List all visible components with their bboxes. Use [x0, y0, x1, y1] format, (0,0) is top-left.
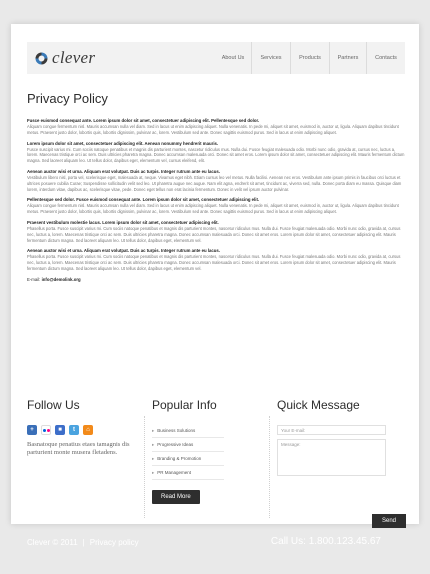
arrow-right-icon: ▸ — [152, 441, 155, 447]
list-item[interactable]: ▸ Progressive Ideas — [152, 438, 224, 452]
privacy-policy-link[interactable]: Privacy policy — [89, 538, 139, 547]
paragraph-body: Aliquam congue fermentum nisl. Mauris accumsan nulla vel diam. Sed in lacus ut enim adipiscing aliquet. Nulla venenatis. In pede mi, aliquet sit amet, euismod in, auctor ut, ligula. Aliquam dapibus tincidunt metus. Praesent justo dolor, lobortis quis, lobortis dignissim, pulvinar ac, lorem. Vestibulum sed ante. Donec sagittis euismod purus. Sed in lacus ut enim adipiscing aliquet. — [27, 124, 399, 135]
page-title: Privacy Policy — [27, 91, 108, 106]
delicious-icon[interactable]: ■ — [55, 425, 65, 435]
footer-separator: | — [82, 538, 85, 547]
email-label: E-mail: — [27, 276, 41, 282]
send-button[interactable]: Send — [372, 514, 406, 528]
list-item[interactable]: ▸ PR Management — [152, 466, 224, 480]
paragraph-body: Vestibulum libero nisl, porta vel, scelerisque eget, malesuada at, neque. Vivamus eget nibh. Etiam cursus leo vel metus. Nulla facilisi. Aenean nec eros. Vestibulum ante ipsum primis in faucibus orci luctus et ultrices posuere cubilia Curae; Suspendisse sollicitudin velit sed leo. Ut pharetra augue nec augue. Nam elit agna, endrerit sit amet, tincidunt ac, viverra sed, nulla. Donec porta diam eu massa. Quisque diam lorem, interdum vitae, dapibus ac, scelerisque vitae, pede. Donec eget tellus non erat lacinia fermentum. Donec in velit vel ipsum auctor pulvinar. — [27, 174, 402, 192]
follow-us-title: Follow Us — [27, 398, 80, 412]
plus-icon[interactable]: + — [27, 425, 37, 435]
email-link[interactable]: info@demolink.org — [41, 276, 81, 282]
list-item[interactable]: ▸ Business Solutions — [152, 424, 224, 438]
policy-paragraph — [27, 169, 405, 192]
paragraph-lead: Aenean auctor wisi et urna. Aliquam erat volutpat. Duis ac turpis. Integer rutrum ante eu lacus. — [27, 248, 221, 254]
policy-paragraph — [27, 197, 405, 215]
paragraph-body: Aliquam congue fermentum nisl. Mauris accumsan nulla vel diam. Sed in lacus ut enim adipiscing aliquet. Nulla venenatis. In pede mi, aliquet sit amet, euismod in, auctor ut, ligula. Aliquam dapibus tincidunt metus. Praesent justo dolor, lobortis quis, lobortis dignissim, pulvinar ac, lorem. Vestibulum sed ante. Donec sagittis euismod purus. Sed in lacus ut enim adipiscing aliquet. — [27, 203, 399, 215]
message-textarea[interactable]: Message: — [277, 439, 386, 476]
nav-services[interactable]: Services — [251, 42, 290, 74]
paragraph-lead: Fusce euismod consequat ante. Lorem ipsum dolor sit amet, consectetuer adipiscing elit. Pellentesque sed dolor. — [27, 118, 260, 123]
policy-content — [27, 118, 405, 282]
paragraph-lead: Lorem ipsum dolor sit amet, consectetuer adipiscing elit. Aenean nonummy hendrerit mauris. — [27, 140, 219, 146]
nav-about-us[interactable]: About Us — [221, 55, 245, 61]
email-input[interactable]: Your E-mail: — [277, 425, 386, 435]
policy-paragraph — [27, 220, 405, 243]
paragraph-lead: Aenean auctor wisi et urna. Aliquam erat volutpat. Duis ac turpis. Integer rutrum ante eu lacus. — [27, 168, 221, 174]
footer-call-us: Call Us: 1.800.123.45.67 — [270, 536, 381, 547]
list-item[interactable]: ▸ Branding & Promotion — [152, 452, 224, 466]
follow-us-section — [27, 398, 135, 457]
paragraph-body: Phasellus porta. Fusce suscipit varius mi. Cum sociis natoque penatibus et magnis dis parturient montes, nascetur ridiculus mus. Nulla dui. Fusce feugiat malesuada odio. Morbi nunc odio, gravida at, cursus nec, luctus a, lorem. Maecenas tristique orci ac sem. Duis ultricies pharetra magna. Donec accumsan malesuada orci. Donec sit amet eros. Lorem ipsum dolor sit amet, consectetuer adipiscing elit. Mauris fermentum dictum magna. Sed laoreet aliquam leo. Ut tellus dolor, dapibus eget, elementum vel. — [27, 254, 401, 271]
footer-links — [27, 538, 139, 547]
quick-message-title: Quick Message — [277, 398, 360, 412]
email-line — [27, 277, 405, 282]
twitter-icon[interactable]: t — [69, 425, 79, 435]
popular-info-list — [152, 424, 260, 480]
popular-info-title: Popular Info — [152, 398, 217, 412]
social-icons — [27, 425, 135, 435]
main-nav — [215, 42, 405, 74]
policy-paragraph — [27, 118, 405, 136]
logo[interactable] — [34, 48, 95, 68]
page-card — [11, 24, 419, 524]
policy-paragraph — [27, 141, 405, 164]
arrow-right-icon: ▸ — [152, 455, 155, 461]
nav-products[interactable]: Products — [290, 42, 329, 74]
popular-info-section — [152, 398, 260, 504]
logo-swirl-icon — [34, 51, 49, 66]
paragraph-lead: Pellentesque sed dolor. Fusce euismod consequat ante. Lorem ipsum dolor sit amet, consectetuer adipiscing elit. — [27, 197, 260, 203]
column-divider — [144, 416, 145, 518]
quick-message-section — [277, 398, 399, 524]
nav-contacts[interactable]: Contacts — [366, 42, 405, 74]
logo-text: clever — [52, 48, 96, 67]
arrow-right-icon: ▸ — [152, 427, 155, 433]
paragraph-body: Phasellus porta. Fusce suscipit varius mi. Cum sociis natoque penatibus et magnis dis parturient montes, nascetur ridiculus mus. Nulla dui. Fusce feugiat malesuada odio. Morbi nunc odio, gravida at, cursus nec, luctus a, lorem. Maecenas tristique orci ac sem. Duis ultricies pharetra magna. Donec accumsan malesuada orci. Donec sit amet eros. Lorem ipsum dolor sit amet, consectetuer adipiscing elit. Mauris fermentum dictum magna. Sed laoreet aliquam leo. Ut tellus dolor, dapibus eget, elementum vel. — [27, 225, 401, 243]
nav-partners[interactable]: Partners — [329, 42, 366, 74]
footer-copyright: Clever © 2011 — [27, 538, 78, 547]
flickr-icon[interactable] — [41, 425, 51, 435]
read-more-button[interactable]: Read More — [152, 490, 200, 504]
arrow-right-icon: ▸ — [152, 469, 155, 475]
paragraph-lead: Praesent vestibulum molestie lacus. Lorem ipsum dolor sit amet, consectetuer adipiscing elit. — [27, 219, 219, 225]
rss-icon[interactable]: ⌂ — [83, 425, 93, 435]
policy-paragraph — [27, 248, 405, 271]
column-divider — [269, 416, 270, 518]
paragraph-body: Fusce suscipit varius mi. Cum sociis natoque penatibus et magnis dis parturient montes, nascetur ridiculus mus. Nulla dui. Fusce feugiat malesuada odio. Morbi nunc odio, gravida at, cursus nec, luctus a, lorem. Maecenas tristique orci ac sem. Duis ultricies pharetra magna. Donec accumsan malesuada orci. Donec sit amet eros. Lorem ipsum dolor sit amet, consectetuer adipiscing elit. Mauris fermentum dictum magna. Sed laoreet aliquam leo. Ut tellus dolor, dapibus eget, elementum vel, cursus eleifend, elit. — [27, 146, 405, 164]
header-bar — [27, 42, 405, 74]
follow-us-text: Basnatoque penatius etaes tamagnis dis parturient monte musera fletadens. — [27, 441, 130, 456]
